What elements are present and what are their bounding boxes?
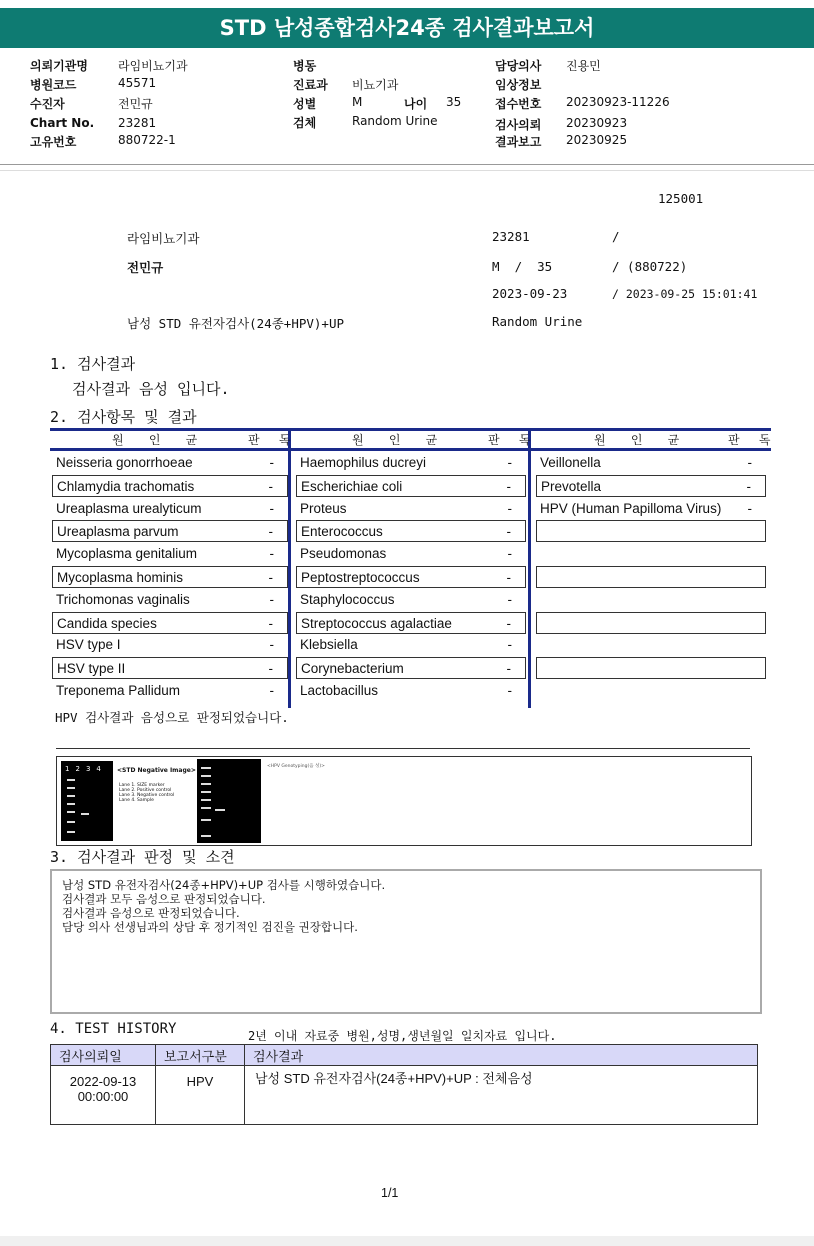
pathogen-result: - [268,570,273,585]
opinion-line: 담당 의사 선생님과의 상담 후 정기적인 검진을 권장합니다. [62,920,358,934]
request-date-value: 20230923 [566,116,628,130]
pathogen-name: Veillonella [540,455,601,470]
history-header-row [51,1045,758,1066]
sub-date: 2023-09-23 [492,286,568,301]
gel-image-panel [56,756,752,846]
pathogen-result: - [269,591,274,607]
pathogen-result: - [269,500,274,516]
header-divider [0,164,814,165]
col3-header: 원 인 균 [594,433,689,447]
grid-header-line [50,448,771,451]
result-row [536,566,766,588]
result-row [52,657,288,679]
lane-number: 1 [65,765,70,773]
result-row [536,452,766,474]
pathogen-result: - [507,637,512,653]
lane-number: 3 [85,765,91,773]
pathogen-name: Neisseria gonorrhoeae [56,455,193,470]
pathogen-name: Haemophilus ducreyi [300,455,427,470]
pathogen-name: Trichomonas vaginalis [56,591,190,607]
pathogen-result: - [747,455,752,470]
pathogen-result: - [269,637,274,653]
sub-name: 전민규 [127,260,164,275]
result-row [52,589,288,611]
result-row [296,452,526,474]
pathogen-name: Pseudomonas [300,546,387,562]
lane-numbers [65,765,107,773]
section3-title: 3. 검사결과 판정 및 소견 [50,848,235,866]
pathogen-result: - [269,546,274,562]
pathogen-result: - [506,478,511,494]
opinion-line: 검사결과 음성으로 판정되었습니다. [62,906,240,920]
pathogen-name: Staphylococcus [300,591,395,607]
pathogen-name: Klebsiella [300,637,358,653]
lane-number: 4 [96,765,101,773]
report-title: STD 남성종합검사24종 검사결과보고서 [0,8,814,48]
unique-id-value: 880722-1 [118,133,176,147]
result-row [536,589,766,611]
sub-hospital: 라임비뇨기과 [127,231,200,246]
lane-legend-item: Lane 3. Negative control [119,793,175,798]
department-label: 진료과 [293,78,328,92]
lane-legend-item: Lane 1. SIZE marker [119,783,165,788]
pathogen-result: - [506,615,511,631]
pathogen-name: Peptostreptococcus [301,570,420,585]
hpv-image-title: <HPV Genotyping(음 성)> [267,764,325,769]
gel-image-negative [61,761,113,841]
history-table [50,1044,758,1125]
result-row [296,612,526,634]
history-result: 남성 STD 유전자검사(24종+HPV)+UP : 전체음성 [245,1066,758,1125]
result-row [52,612,288,634]
col2-header: 원 인 균 [352,433,447,447]
pathogen-name: Ureaplasma urealyticum [56,500,202,516]
result-row [296,475,526,497]
age-value: 35 [446,95,462,109]
pathogen-name: Prevotella [541,478,602,494]
pathogen-result: - [507,500,512,516]
sub-chart: 23281 [492,229,530,244]
doctor-value: 진용민 [566,59,601,73]
col1-judge-header: 판 독 [248,433,297,447]
report-date-value: 20230925 [566,133,628,147]
specimen-label: 검체 [293,116,317,130]
result-row [536,657,766,679]
result-row [296,498,526,520]
negative-image-title: <STD Negative Image> [117,767,196,774]
sub-report-time: / 2023-09-25 15:01:41 [612,287,758,301]
pathogen-name: Streptococcus agalactiae [301,615,452,631]
result-row [536,498,766,520]
sub-slash: / [612,229,620,244]
pathogen-name: Lactobacillus [300,683,379,698]
result-row [52,680,288,702]
ward-label: 병동 [293,59,317,73]
sub-sex-age: M / 35 [492,259,553,274]
receipt-no-value: 20230923-11226 [566,95,670,109]
result-row [52,566,288,588]
history-col-type: 보고서구분 [156,1045,245,1066]
pathogen-result: - [269,455,274,470]
result-row [296,657,526,679]
pathogen-name: Treponema Pallidum [56,683,181,698]
result-row [536,543,766,565]
pathogen-result: - [746,478,751,494]
pathogen-result: - [507,455,512,470]
doctor-label: 담당의사 [495,59,542,73]
section1-text: 검사결과 음성 입니다. [72,380,230,398]
sex-value: M [352,95,363,109]
result-row [296,589,526,611]
sub-specimen: Random Urine [492,314,583,329]
pathogen-result: - [507,683,512,698]
result-row [536,520,766,542]
unique-id-label: 고유번호 [30,135,77,149]
pathogen-result: - [507,591,512,607]
history-time: 00:00:00 [77,1089,129,1104]
request-date-label: 검사의뢰 [495,118,542,132]
history-row [51,1066,758,1125]
pathogen-name: HSV type II [57,661,126,677]
pathogen-result: - [269,683,274,698]
pathogen-name: Escherichiae coli [301,478,403,494]
history-note: 2년 이내 자료중 병원,성명,생년월일 일치자료 입니다. [248,1029,557,1043]
col3-judge-header: 판 독 [728,433,777,447]
lane-legend-item: Lane 4. Sample [119,798,154,803]
opinion-line: 검사결과 모두 음성으로 판정되었습니다. [62,892,266,906]
col2-judge-header: 판 독 [488,433,537,447]
grid-divider-1 [288,428,291,708]
pathogen-name: HPV (Human Papilloma Virus) [540,500,722,516]
result-row [52,520,288,542]
section2-title: 2. 검사항목 및 결과 [50,408,197,426]
pathogen-name: Corynebacterium [301,661,404,677]
opinion-box [50,869,762,1014]
gel-image-hpv [197,759,261,843]
result-row [536,475,766,497]
result-row [536,634,766,656]
pathogen-name: HSV type I [56,637,121,653]
page-number: 1/1 [381,1186,399,1200]
hospital-value: 라임비뇨기과 [118,59,188,73]
hospital-code-label: 병원코드 [30,78,77,92]
result-row [52,543,288,565]
pathogen-result: - [506,570,511,585]
result-row [296,634,526,656]
result-row [52,452,288,474]
history-col-date: 검사의뢰일 [51,1045,156,1066]
result-row [52,475,288,497]
pathogen-name: Ureaplasma parvum [57,524,179,540]
result-row [296,520,526,542]
history-col-result: 검사결과 [245,1045,758,1066]
pathogen-result: - [268,524,273,540]
image-top-line [56,748,750,749]
section1-title: 1. 검사결과 [50,355,136,373]
result-row [296,566,526,588]
lane-legend-item: Lane 2. Positive control [119,788,172,793]
hospital-code-value: 45571 [118,76,157,90]
pathogen-result: - [268,615,273,631]
history-date: 2022-09-13 [69,1074,137,1089]
pathogen-name: Mycoplasma genitalium [56,546,198,562]
result-row [296,680,526,702]
pathogen-result: - [507,546,512,562]
grid-divider-2 [528,428,531,708]
pathogen-name: Proteus [300,500,347,516]
result-row [52,498,288,520]
result-row [536,612,766,634]
pathogen-result: - [506,524,511,540]
pathogen-name: Enterococcus [301,524,383,540]
result-row [536,680,766,702]
pathogen-name: Mycoplasma hominis [57,570,184,585]
pathogen-result: - [747,500,752,516]
clinical-info-label: 임상정보 [495,78,542,92]
col1-header: 원 인 균 [112,433,207,447]
lane-legend [119,783,174,803]
header-divider-2 [0,170,814,171]
department-value: 비뇨기과 [352,78,399,92]
pathogen-result: - [506,661,511,677]
patient-value: 전민규 [118,97,153,111]
chart-label: Chart No. [30,116,95,130]
age-label: 나이 [404,97,428,111]
report-date-label: 결과보고 [495,135,542,149]
section4-title: 4. TEST HISTORY [50,1021,177,1037]
result-row [296,543,526,565]
pathogen-result: - [268,478,273,494]
report-code: 125001 [658,191,704,206]
pathogen-result: - [268,661,273,677]
result-row [52,634,288,656]
chart-value: 23281 [118,116,157,130]
pathogen-name: Chlamydia trachomatis [57,478,195,494]
sub-birth: / (880722) [612,259,688,274]
specimen-value: Random Urine [352,114,438,128]
hospital-label: 의뢰기관명 [30,59,88,73]
hpv-note: HPV 검사결과 음성으로 판정되었습니다. [55,710,289,725]
pathogen-name: Candida species [57,615,157,631]
opinion-line: 남성 STD 유전자검사(24종+HPV)+UP 검사를 시행하였습니다. [62,878,386,892]
history-type: HPV [156,1066,245,1125]
history-date-cell [51,1066,156,1125]
receipt-no-label: 접수번호 [495,97,542,111]
patient-label: 수진자 [30,97,65,111]
sex-label: 성별 [293,97,317,111]
lane-number: 2 [75,765,80,773]
sub-test: 남성 STD 유전자검사(24종+HPV)+UP [127,316,345,331]
